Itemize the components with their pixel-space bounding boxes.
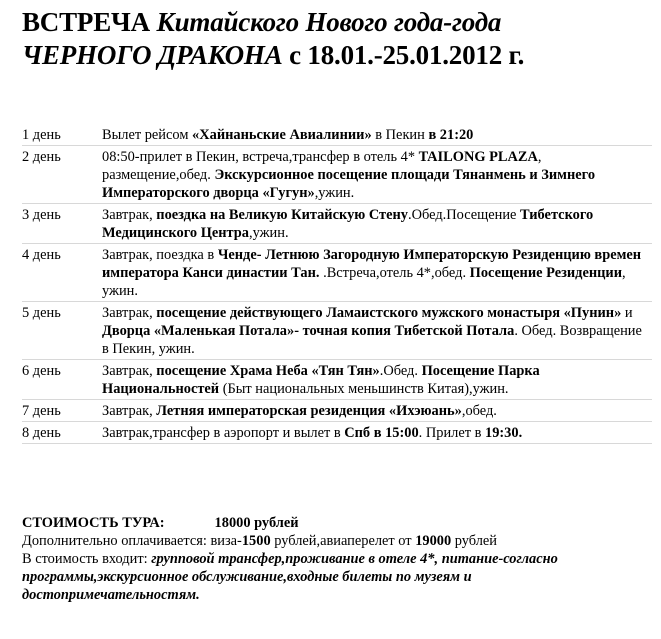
day-label: 1 день — [22, 127, 61, 143]
tour-title — [22, 6, 652, 72]
title-dates: с 18.01.-25.01.2012 г. — [282, 40, 525, 70]
highlight-text: «Хайнаньские Авиалинии» — [192, 127, 372, 143]
description-text: ,ужин. — [249, 225, 289, 241]
day-description — [102, 304, 652, 358]
day-label: 2 день — [22, 149, 61, 165]
price-label: СТОИМОСТЬ ТУРА: — [22, 515, 165, 531]
highlight-text: в 21:20 — [428, 127, 474, 143]
day-label: 4 день — [22, 247, 61, 263]
itinerary — [22, 126, 652, 446]
itinerary-day — [22, 246, 652, 302]
extra-suffix: рублей — [451, 533, 498, 549]
description-text: в Пекин — [371, 127, 429, 143]
highlight-text: Тибетского Медицинского Центра — [102, 207, 594, 241]
itinerary-day — [22, 148, 652, 204]
day-description — [102, 424, 652, 442]
highlight-text: TAILONG PLAZA — [418, 149, 538, 165]
highlight-text: поездка на Великую Китайскую Стену — [156, 207, 409, 223]
description-text: Завтрак, — [102, 305, 157, 321]
included-services — [22, 550, 652, 604]
day-label: 5 день — [22, 305, 61, 321]
description-text: 08:50-прилет в Пекин, встреча,трансфер в отель 4* — [102, 149, 419, 165]
title-line-1 — [22, 6, 652, 39]
highlight-text: Экскурсионное посещение площади Тянанмень и Зимнего Императорского дворца «Гугун» — [102, 167, 596, 201]
description-text: ,обед. — [461, 403, 497, 419]
description-text: . Обед. Возвращение в Пекин, ужин. — [102, 323, 642, 357]
highlight-text: Посещение Резиденции — [469, 265, 622, 281]
price-line — [22, 514, 652, 532]
highlight-text: посещение действующего Ламаистского мужского монастыря «Пунин» — [156, 305, 622, 321]
extra-middle: рублей,авиаперелет от — [270, 533, 416, 549]
flight-price: 19000 — [415, 533, 452, 549]
description-text: Завтрак, — [102, 207, 157, 223]
highlight-text: 19:30. — [485, 425, 523, 441]
visa-price: 1500 — [241, 533, 271, 549]
description-text: .Обед.Посещение — [408, 207, 521, 223]
itinerary-day — [22, 402, 652, 422]
title-meeting: ВСТРЕЧА — [22, 7, 157, 37]
extra-prefix: Дополнительно оплачивается: виза- — [22, 533, 242, 549]
title-dragon: ЧЕРНОГО ДРАКОНА — [22, 40, 283, 70]
title-new-year: Китайского Нового года-года — [156, 7, 502, 37]
day-label: 6 день — [22, 363, 61, 379]
description-text: и — [621, 305, 633, 321]
itinerary-day — [22, 362, 652, 400]
title-line-2 — [22, 39, 652, 72]
itinerary-day — [22, 126, 652, 146]
description-text: Завтрак, — [102, 363, 157, 379]
description-text: .Обед. — [379, 363, 422, 379]
day-description — [102, 362, 652, 398]
description-text: (Быт национальных меньшинств Китая),ужин. — [219, 381, 509, 397]
itinerary-day — [22, 424, 652, 444]
day-description — [102, 246, 652, 300]
description-text: . Прилет в — [418, 425, 485, 441]
highlight-text: Летняя императорская резиденция «Ихэюань» — [156, 403, 462, 419]
description-text: , ужин. — [102, 265, 626, 299]
day-description — [102, 402, 652, 420]
day-label: 8 день — [22, 425, 61, 441]
description-text: , размещение,обед. — [102, 149, 542, 183]
description-text: .Встреча,отель 4*,обед. — [319, 265, 470, 281]
itinerary-day — [22, 304, 652, 360]
day-description — [102, 206, 652, 242]
extra-costs — [22, 532, 652, 550]
description-text: Завтрак,трансфер в аэропорт и вылет в — [102, 425, 345, 441]
description-text: Завтрак, поездка в — [102, 247, 218, 263]
highlight-text: Посещение Парка Национальностей — [102, 363, 540, 397]
price-value: 18000 рублей — [214, 515, 299, 531]
included-prefix: В стоимость входит: — [22, 551, 152, 567]
highlight-text: Спб в 15:00 — [344, 425, 419, 441]
tour-footer — [22, 514, 652, 604]
day-description — [102, 148, 652, 202]
description-text: Завтрак, — [102, 403, 157, 419]
included-list: групповой трансфер,проживание в отеле 4*, питание-согласно программы,экскурсионное обслуживание,входные билеты по музеям и достопримечательностям. — [22, 551, 558, 603]
description-text: Вылет рейсом — [102, 127, 193, 143]
description-text: ,ужин. — [314, 185, 355, 201]
itinerary-day — [22, 206, 652, 244]
highlight-text: посещение Храма Неба «Тян Тян» — [156, 363, 380, 379]
day-label: 7 день — [22, 403, 61, 419]
highlight-text: Ченде- Летнюю Загородную Императорскую Резиденцию времен императора Канси династии Тан. — [102, 247, 642, 281]
day-description — [102, 126, 652, 144]
day-label: 3 день — [22, 207, 61, 223]
highlight-text: Дворца «Маленькая Потала»- точная копия Тибетской Потала — [102, 323, 515, 339]
